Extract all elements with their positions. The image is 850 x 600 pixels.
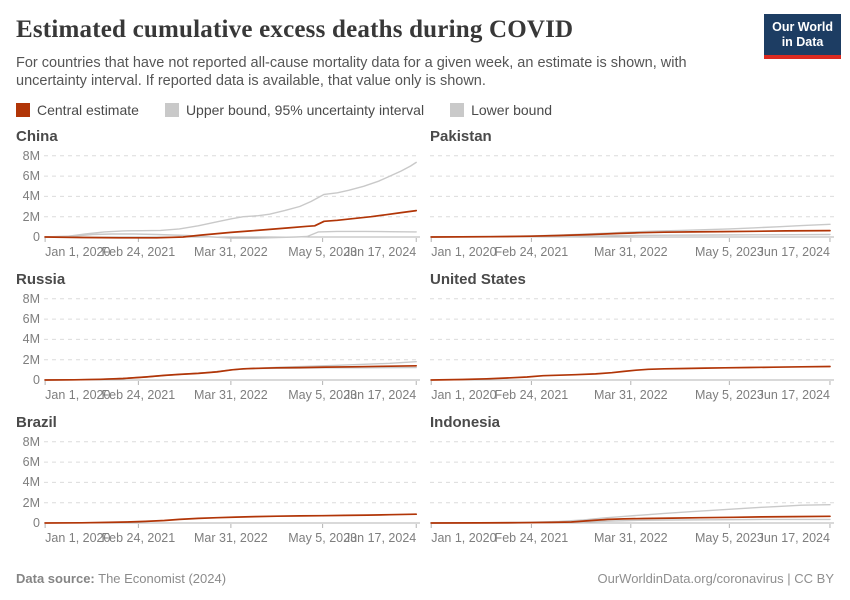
owid-link[interactable]: [597, 571, 834, 586]
chart-svg: [44, 149, 420, 243]
legend-item-upper: [165, 102, 424, 118]
chart-brazil: [16, 414, 420, 547]
x-tick-label: May 5, 2023: [694, 388, 764, 402]
x-tick-label: Jan 1, 2020: [45, 245, 111, 259]
footer: [0, 571, 850, 586]
x-tick-label: Feb 24, 2021: [101, 531, 176, 545]
plot-area-brazil[interactable]: [44, 435, 420, 547]
chart-china: [16, 128, 420, 261]
plot-area-china[interactable]: [44, 149, 420, 261]
chart-united-states: [430, 271, 834, 404]
legend-label: Upper bound, 95% uncertainty interval: [185, 102, 425, 118]
owid-logo-line2: in Data: [781, 35, 824, 49]
x-tick-label: Jan 1, 2020: [45, 531, 111, 545]
chart-pakistan: [430, 128, 834, 261]
y-tick-label: 2M: [22, 352, 40, 367]
chart-svg: [44, 435, 420, 529]
x-tick-label: Feb 24, 2021: [101, 388, 176, 402]
chart-title-china: China: [16, 128, 58, 145]
central-estimate-swatch: [16, 103, 30, 117]
data-source: [16, 571, 226, 586]
plot-area-russia[interactable]: [44, 292, 420, 404]
series-upper-line: [45, 362, 416, 380]
chart-svg: [44, 292, 420, 386]
chart-indonesia: [430, 414, 834, 547]
x-tick-label: Mar 31, 2022: [593, 531, 668, 545]
plot-area-indonesia[interactable]: [430, 435, 834, 547]
x-tick-label: Feb 24, 2021: [494, 245, 569, 259]
y-tick-label: 0: [33, 230, 40, 244]
y-tick-label: 4M: [22, 332, 40, 347]
series-central-line: [45, 514, 416, 523]
y-tick-label: 6M: [22, 455, 40, 470]
license-badge[interactable]: CC BY: [794, 571, 834, 586]
chart-subtitle: For countries that have not reported all-cause mortality data for a given week, an estimate is shown, with uncertainty interval. If reported data is available, that value only is shown.: [16, 55, 687, 89]
small-multiples-grid: [16, 124, 834, 547]
x-tick-label: Jan 1, 2020: [431, 388, 497, 402]
plot-area-united-states[interactable]: [430, 292, 834, 404]
x-tick-label: Jun 17, 2024: [343, 531, 417, 545]
series-upper-line: [45, 162, 416, 237]
x-tick-label: May 5, 2023: [288, 388, 358, 402]
chart-title-brazil: Brazil: [16, 414, 57, 431]
plot-area-pakistan[interactable]: [430, 149, 834, 261]
data-source-label: Data source:: [16, 571, 95, 586]
chart-title-russia: Russia: [16, 271, 66, 288]
header: [16, 16, 834, 118]
chart-russia: [16, 271, 420, 404]
x-tick-label: Jun 17, 2024: [343, 245, 417, 259]
y-tick-label: 8M: [22, 148, 40, 163]
series-central-line: [431, 367, 830, 381]
x-tick-label: Jan 1, 2020: [431, 531, 497, 545]
y-tick-label: 4M: [22, 189, 40, 204]
y-tick-label: 2M: [22, 209, 40, 224]
x-tick-label: Feb 24, 2021: [494, 531, 569, 545]
y-tick-label: 6M: [22, 312, 40, 327]
y-axis-labels: [16, 149, 44, 243]
legend-label: Central estimate: [37, 102, 139, 118]
x-tick-label: May 5, 2023: [694, 531, 764, 545]
lower-bound-swatch: [450, 103, 464, 117]
chart-title-indonesia: Indonesia: [430, 414, 501, 431]
legend: [16, 102, 834, 118]
x-tick-label: May 5, 2023: [288, 531, 358, 545]
chart-title-pakistan: Pakistan: [430, 128, 492, 145]
y-tick-label: 2M: [22, 495, 40, 510]
chart-title-united-states: United States: [430, 271, 526, 288]
x-tick-label: Feb 24, 2021: [494, 388, 569, 402]
owid-logo-line1: Our World: [772, 20, 833, 34]
page-title: Estimated cumulative excess deaths during COVID: [16, 16, 574, 43]
x-tick-label: Jun 17, 2024: [757, 388, 830, 402]
x-tick-label: Mar 31, 2022: [194, 531, 268, 545]
x-tick-label: Feb 24, 2021: [101, 245, 176, 259]
chart-svg: [430, 292, 834, 386]
x-tick-label: Jan 1, 2020: [431, 245, 497, 259]
y-tick-label: 8M: [22, 434, 40, 449]
x-tick-label: Jun 17, 2024: [757, 245, 830, 259]
y-tick-label: 8M: [22, 291, 40, 306]
legend-label: Lower bound: [471, 102, 553, 118]
data-source-value: The Economist (2024): [94, 571, 227, 586]
legend-item-lower: [450, 102, 552, 118]
owid-url[interactable]: OurWorldinData.org/coronavirus: [597, 571, 784, 586]
owid-logo[interactable]: [764, 14, 841, 59]
chart-svg: [430, 149, 834, 243]
y-tick-label: 0: [33, 373, 40, 387]
footer-separator: |: [783, 571, 795, 586]
x-tick-label: Jun 17, 2024: [343, 388, 417, 402]
x-tick-label: May 5, 2023: [694, 245, 764, 259]
y-axis-labels: [16, 435, 44, 529]
x-tick-label: Mar 31, 2022: [593, 388, 668, 402]
legend-item-central: [16, 102, 139, 118]
x-tick-label: Jun 17, 2024: [757, 531, 830, 545]
y-tick-label: 6M: [22, 169, 40, 184]
x-tick-label: Mar 31, 2022: [194, 388, 268, 402]
x-tick-label: Mar 31, 2022: [194, 245, 268, 259]
y-axis-labels: [16, 292, 44, 386]
upper-bound-swatch: [165, 103, 179, 117]
y-tick-label: 4M: [22, 475, 40, 490]
x-tick-label: Mar 31, 2022: [593, 245, 668, 259]
x-tick-label: May 5, 2023: [288, 245, 358, 259]
y-tick-label: 0: [33, 516, 40, 530]
x-tick-label: Jan 1, 2020: [45, 388, 111, 402]
chart-svg: [430, 435, 834, 529]
